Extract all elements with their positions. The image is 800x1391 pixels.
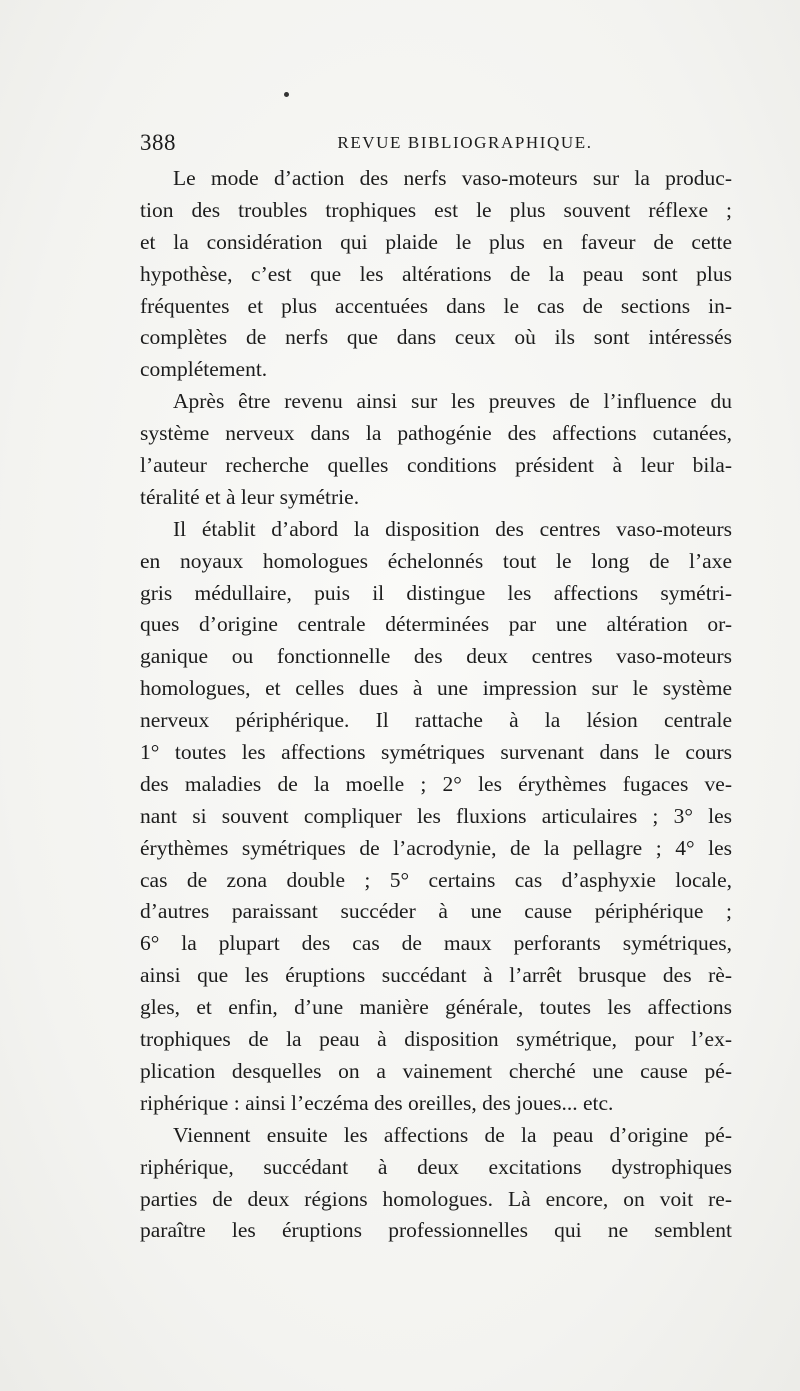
text-line: cas de zona double ; 5° certains cas d’asphyxie locale,	[140, 867, 732, 892]
text-line: complétement.	[140, 357, 268, 382]
text-line: tion des troubles trophiques est le plus souvent réflexe ;	[140, 197, 732, 222]
paragraph	[140, 163, 732, 386]
text-line: des maladies de la moelle ; 2° les érythèmes fugaces ve-	[140, 771, 732, 796]
text-line: gris médullaire, puis il distingue les affections symétri-	[140, 580, 732, 605]
text-line: d’autres paraissant succéder à une cause périphérique ;	[140, 899, 732, 924]
text-line: en noyaux homologues échelonnés tout le long de l’axe	[140, 548, 732, 573]
text-line: complètes de nerfs que dans ceux où ils sont intéressés	[140, 325, 732, 350]
text-line: riphérique, succédant à deux excitations dystrophiques	[140, 1154, 732, 1179]
text-line: ques d’origine centrale déterminées par une altération or-	[140, 612, 732, 637]
text-line: homologues, et celles dues à une impression sur le système	[140, 676, 732, 701]
paragraph	[140, 514, 732, 1120]
text-line: 1° toutes les affections symétriques survenant dans le cours	[140, 740, 732, 765]
page-header	[140, 130, 730, 160]
text-line: Le mode d’action des nerfs vaso-moteurs sur la produc-	[173, 166, 732, 190]
text-line: paraître les éruptions professionnelles qui ne semblent	[140, 1218, 732, 1243]
text-line: Après être revenu ainsi sur les preuves de l’influence du	[173, 389, 732, 414]
text-line: parties de deux régions homologues. Là encore, on voit re-	[140, 1186, 732, 1211]
paragraph	[140, 386, 732, 514]
text-line: système nerveux dans la pathogénie des affections cutanées,	[140, 421, 732, 446]
paragraph	[140, 1120, 732, 1248]
text-line: et la considération qui plaide le plus en faveur de cette	[140, 229, 732, 254]
running-title: REVUE BIBLIOGRAPHIQUE.	[337, 133, 593, 152]
ink-speck	[284, 92, 289, 97]
text-line: téralité et à leur symétrie.	[140, 484, 360, 509]
page-number: 388	[140, 130, 176, 155]
text-line: 6° la plupart des cas de maux perforants symétriques,	[140, 931, 732, 956]
text-line: trophiques de la peau à disposition symétrique, pour l’ex-	[140, 1027, 732, 1052]
text-line: l’auteur recherche quelles conditions président à leur bila-	[140, 453, 732, 478]
text-line: Viennent ensuite les affections de la peau d’origine pé-	[173, 1122, 732, 1147]
text-line: gles, et enfin, d’une manière générale, toutes les affections	[140, 995, 732, 1020]
text-line: fréquentes et plus accentuées dans le cas de sections in-	[140, 293, 732, 318]
text-line: érythèmes symétriques de l’acrodynie, de la pellagre ; 4° les	[140, 835, 732, 860]
text-line: riphérique : ainsi l’eczéma des oreilles, des joues... etc.	[140, 1090, 614, 1115]
text-line: hypothèse, c’est que les altérations de la peau sont plus	[140, 261, 732, 286]
text-line: nant si souvent compliquer les fluxions articulaires ; 3° les	[140, 803, 732, 828]
text-line: Il établit d’abord la disposition des centres vaso-moteurs	[173, 516, 732, 541]
text-line: ainsi que les éruptions succédant à l’arrêt brusque des rè-	[140, 963, 732, 988]
body-text	[140, 163, 732, 1247]
text-line: ganique ou fonctionnelle des deux centres vaso-moteurs	[140, 644, 732, 669]
text-line: nerveux périphérique. Il rattache à la lésion centrale	[140, 708, 732, 733]
text-line: plication desquelles on a vainement cherché une cause pé-	[140, 1058, 732, 1083]
